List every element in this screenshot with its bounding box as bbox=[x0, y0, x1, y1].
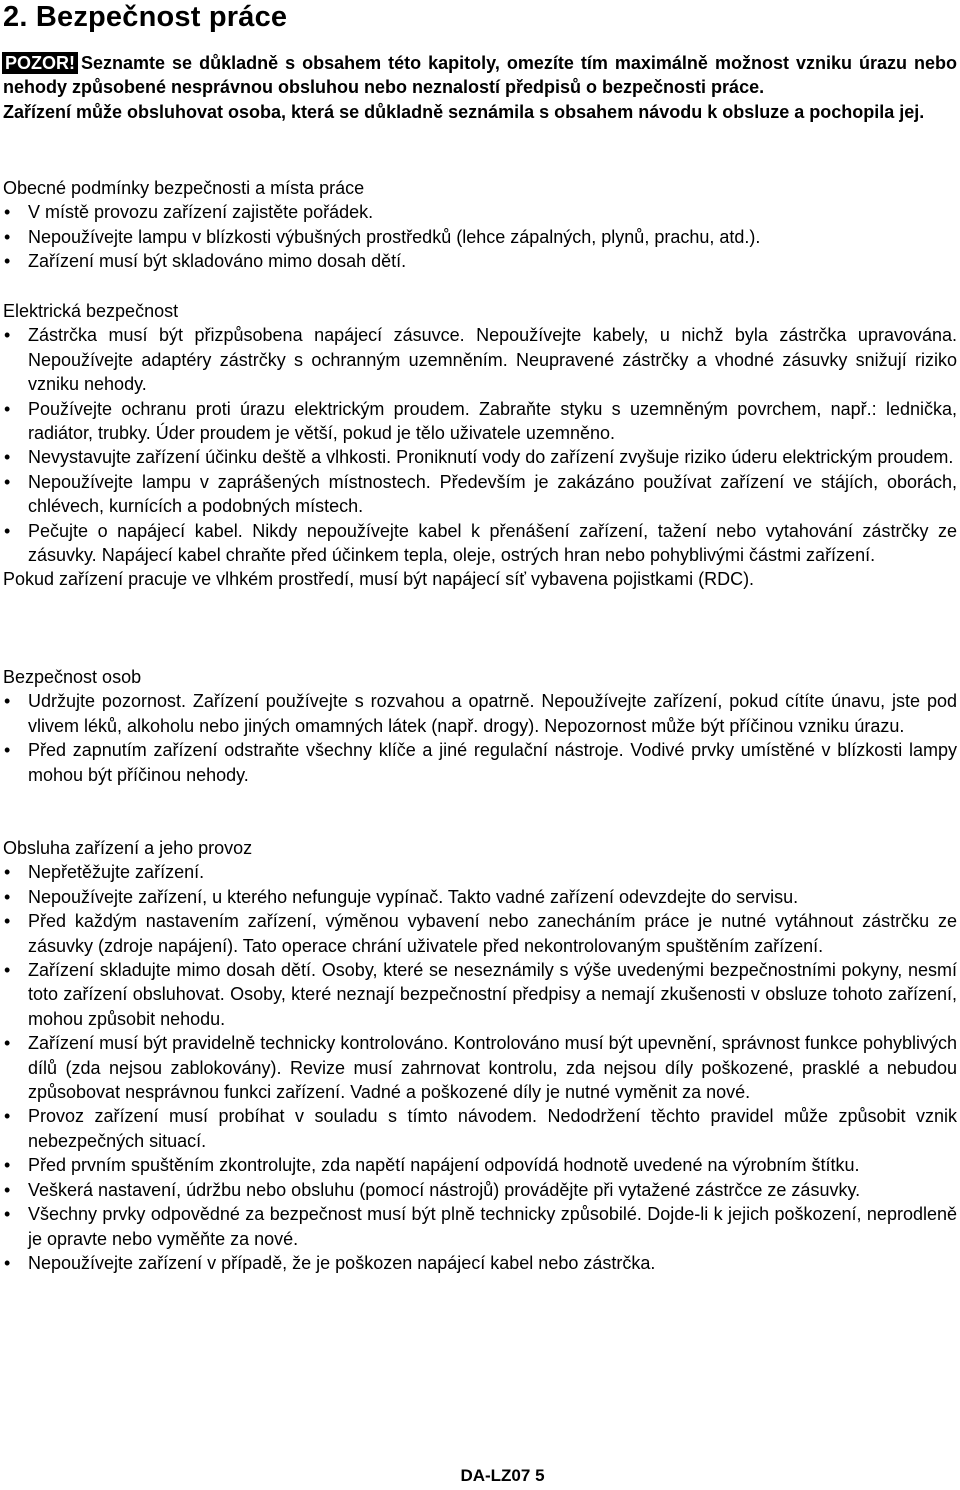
list-item: • Zařízení skladujte mimo dosah dětí. Osoby, které se neseznámily s výše uvedenými bezpečnostními pokyny, nesmí toto zařízení obsluhovat. Osoby, které neznají bezpečnostní předpisy a nemají zkušenosti v obsluze tohoto zařízení, mohou způsobit nehodu. bbox=[3, 958, 957, 1031]
page-title: 2. Bezpečnost práce bbox=[3, 1, 288, 33]
list-item: • Před zapnutím zařízení odstraňte všechny klíče a jiné regulační nástroje. Vodivé prvky umístěné v blízkosti lampy mohou být příčinou nehody. bbox=[3, 738, 957, 787]
personal-list bbox=[3, 689, 957, 787]
list-item: • Pečujte o napájecí kabel. Nikdy nepoužívejte kabel k přenášení zařízení, tažení nebo vytahování zástrčky ze zásuvky. Napájecí kabel chraňte před účinkem tepla, oleje, ostrých hran nebo pohyblivými částmi zařízení. bbox=[3, 519, 957, 568]
electrical-list bbox=[3, 323, 957, 567]
intro-section bbox=[3, 51, 957, 124]
intro-warning-paragraph bbox=[3, 51, 957, 100]
electrical-note: Pokud zařízení pracuje ve vlhkém prostředí, musí být napájecí síť vybavena pojistkami (RDC). bbox=[3, 569, 755, 590]
list-item: • Udržujte pozornost. Zařízení používejte s rozvahou a opatrně. Nepoužívejte zařízení, pokud cítíte únavu, jste pod vlivem léků, alkoholu nebo jiných omamných látek (např. drogy). Nepozornost může být příčinou vzniku úrazu. bbox=[3, 689, 957, 738]
list-item: • Nepřetěžujte zařízení. bbox=[3, 860, 957, 884]
operation-section bbox=[3, 836, 957, 1275]
list-item: • V místě provozu zařízení zajistěte pořádek. bbox=[3, 200, 957, 224]
list-item: • Nepoužívejte lampu v blízkosti výbušných prostředků (lehce zápalných, plynů, prachu, atd.). bbox=[3, 225, 957, 249]
list-item: • Nepoužívejte lampu v zaprášených místnostech. Především je zakázáno používat zařízení ve stájích, oborách, chlévech, kurnících a podobných místech. bbox=[3, 470, 957, 519]
personal-heading: Bezpečnost osob bbox=[3, 667, 142, 687]
personal-section bbox=[3, 665, 957, 787]
list-item: • Před každým nastavením zařízení, výměnou vybavení nebo zanecháním práce je nutné vytáhnout zástrčku ze zásuvky (zdroje napájení). Tato operace chrání uživatele před nekontrolovaným spuštěním zařízení. bbox=[3, 909, 957, 958]
operation-list bbox=[3, 860, 957, 1275]
operation-heading: Obsluha zařízení a jeho provoz bbox=[3, 838, 253, 858]
list-item: • Provoz zařízení musí probíhat v souladu s tímto návodem. Nedodržení těchto pravidel může způsobit vznik nebezpečných situací. bbox=[3, 1104, 957, 1153]
list-item: • Nevystavujte zařízení účinku deště a vlhkosti. Proniknutí vody do zařízení zvyšuje riziko úderu elektrickým proudem. bbox=[3, 445, 957, 469]
operator-paragraph: Zařízení může obsluhovat osoba, která se důkladně seznámila s obsahem návodu k obsluze a pochopila jej. bbox=[3, 101, 925, 122]
general-heading: Obecné podmínky bezpečnosti a místa práce bbox=[3, 178, 365, 198]
general-list bbox=[3, 200, 957, 273]
list-item: • Zástrčka musí být přizpůsobena napájecí zásuvce. Nepoužívejte kabely, u nichž byla zástrčka upravována. Nepoužívejte adaptéry zástrčky s ochranným uzemněním. Neupravené zástrčky a vhodné zásuvky snižují riziko vzniku nehody. bbox=[3, 323, 957, 396]
warning-text: Seznamte se důkladně s obsahem této kapitoly, omezíte tím maximálně možnost vzniku úrazu nebo nehody způsobené nesprávnou obsluhou nebo neznalostí předpisů o bezpečnosti práce. bbox=[3, 53, 957, 98]
warning-badge: POZOR! bbox=[5, 53, 75, 73]
list-item: • Zařízení musí být skladováno mimo dosah dětí. bbox=[3, 249, 957, 273]
page-footer: DA-LZ07 5 bbox=[460, 1466, 545, 1485]
general-section bbox=[3, 176, 957, 274]
list-item: • Nepoužívejte zařízení, u kterého nefunguje vypínač. Takto vadné zařízení odevzdejte do servisu. bbox=[3, 885, 957, 909]
list-item: • Veškerá nastavení, údržbu nebo obsluhu (pomocí nástrojů) provádějte při vytažené zástrčce ze zásuvky. bbox=[3, 1178, 957, 1202]
list-item: • Nepoužívejte zařízení v případě, že je poškozen napájecí kabel nebo zástrčka. bbox=[3, 1251, 957, 1275]
list-item: • Zařízení musí být pravidelně technicky kontrolováno. Kontrolováno musí být upevnění, správnost funkce pohyblivých dílů (zda nejsou zablokovány). Revize musí zahrnovat kontrolu, zda nejsou díly poškozené, prasklé a nebudou způsobovat nesprávnou funkci zařízení. Vadné a poškozené díly je nutné vyměnit za nové. bbox=[3, 1031, 957, 1104]
list-item: • Všechny prvky odpovědné za bezpečnost musí být plně technicky způsobilé. Dojde-li k jejich poškození, neprodleně je opravte nebo vyměňte za nové. bbox=[3, 1202, 957, 1251]
list-item: • Před prvním spuštěním zkontrolujte, zda napětí napájení odpovídá hodnotě uvedené na výrobním štítku. bbox=[3, 1153, 957, 1177]
electrical-heading: Elektrická bezpečnost bbox=[3, 301, 179, 321]
list-item: • Používejte ochranu proti úrazu elektrickým proudem. Zabraňte styku s uzemněným povrchem, např.: lednička, radiátor, trubky. Úder proudem je větší, pokud je tělo uživatele uzemněno. bbox=[3, 397, 957, 446]
electrical-section bbox=[3, 299, 957, 592]
